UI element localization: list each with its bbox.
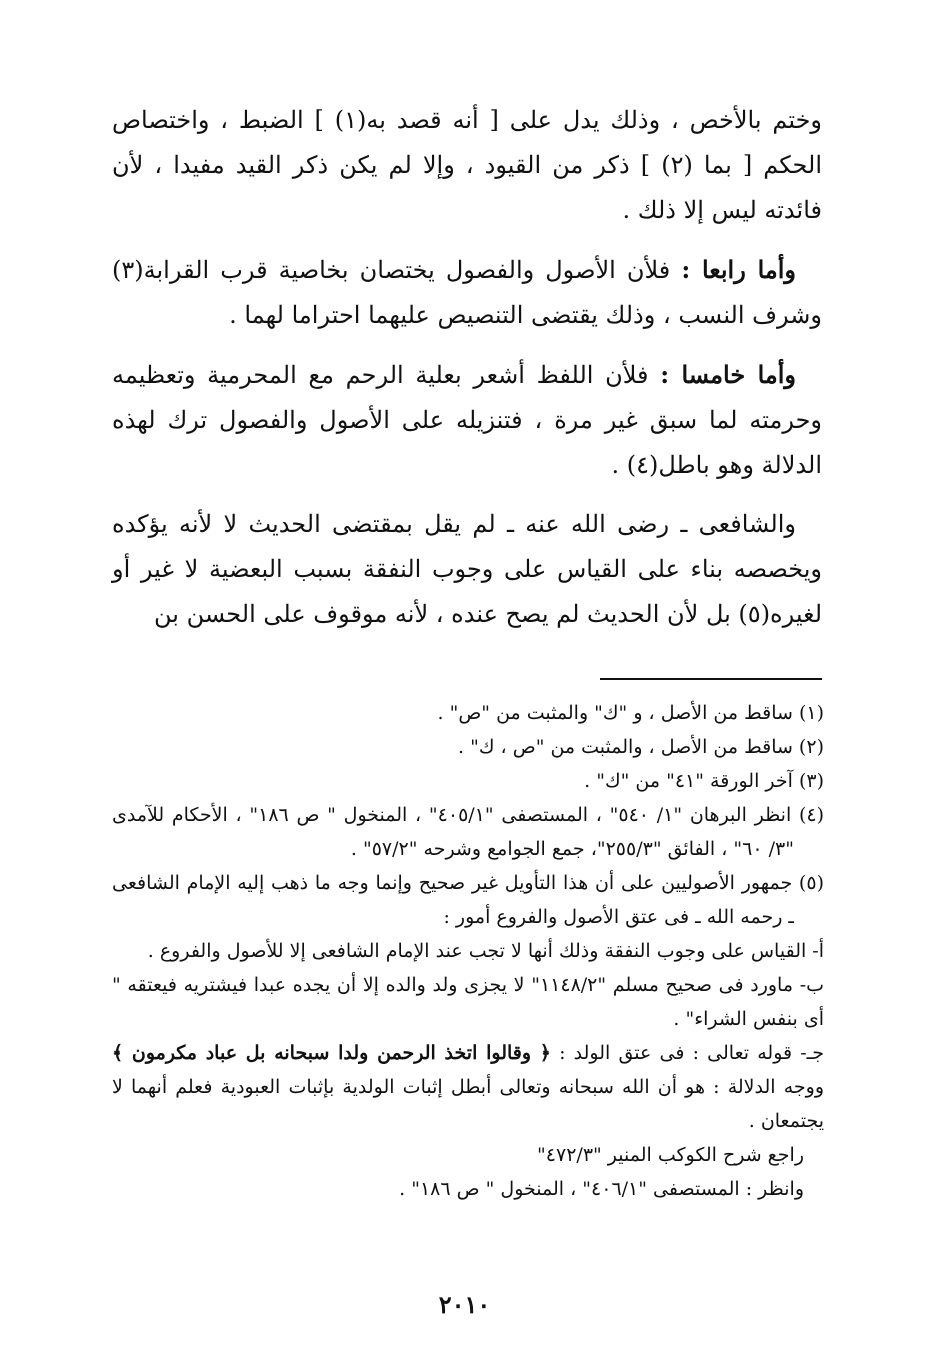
footnote-5-item-c-explanation: ووجه الدلالة : هو أن الله سبحانه وتعالى أبطل إثبات الولدية بإثبات العبودية فعلم أنهما لا يجتمعان . [112,1076,824,1132]
footnotes [112,696,824,1206]
paragraph-2-text: فلأن الأصول والفصول يختصان بخاصية قرب القرابة(٣) وشرف النسب ، وذلك يقتضى التنصيص عليهما احتراما لهما . [112,256,822,329]
main-text [112,98,822,651]
footnote-2: (٢) ساقط من الأصل ، والمثبت من "ص ، ك" . [458,736,824,758]
footnote-5: (٥) جمهور الأصوليين على أن هذا التأويل غير صحيح وإنما وجه ما ذهب إليه الإمام الشافعى ـ رحمه الله ـ فى عتق الأصول والفروع أمور : [112,872,824,928]
paragraph-4: والشافعى ـ رضى الله عنه ـ لم يقل بمقتضى الحديث لا لأنه يؤكده ويخصصه بناء على القياس على وجوب النفقة بسبب البعضية لا غير أو لغيره(٥) بل لأن الحديث لم يصح عنده ، لأنه موقوف على الحسن بن [112,510,822,628]
paragraph-3 [112,352,822,488]
page-number: ٢٠١٠ [438,1290,491,1319]
paragraph-1: وختم بالأخص ، وذلك يدل على [ أنه قصد به(١) ] الضبط ، واختصاص الحكم [ بما (٢) ] ذكر من القيود ، وإلا لم يكن ذكر القيد مفيدا ، لأن فائدته ليس إلا ذلك . [112,106,822,224]
footnote-5-item-c-intro: جـ- قوله تعالى : فى عتق الولد : [550,1042,824,1064]
paragraph-2-lead: وأما رابعا : [681,255,797,284]
footnote-5-reference-1: راجع شرح الكوكب المنير "٤٧٢/٣" [537,1144,804,1166]
paragraph-3-text: فلأن اللفظ أشعر بعلية الرحم مع المحرمية وتعظيمه وحرمته لما سبق غير مرة ، فتنزيله على الأصول والفصول ترك لهذه الدلالة وهو باطل(٤) . [112,361,822,479]
footnote-3: (٣) آخر الورقة "٤١" من "ك" . [584,770,824,792]
paragraph-2 [112,247,822,338]
quran-quote: ﴿ وقالوا اتخذ الرحمن ولدا سبحانه بل عباد مكرمون ﴾ [112,1042,551,1064]
footnote-5-reference-2: وانظر : المستصفى "٤٠٦/١" ، المنخول " ص ١٨٦" . [399,1178,804,1200]
footnote-5-item-c [112,1036,824,1138]
footnote-1: (١) ساقط من الأصل ، و "ك" والمثبت من "ص" . [437,702,824,724]
footnote-5-item-a: أ- القياس على وجوب النفقة وذلك أنها لا تجب عند الإمام الشافعى إلا للأصول والفروع . [147,940,824,962]
paragraph-3-lead: وأما خامسا : [660,360,796,389]
footnote-separator [600,678,822,680]
footnote-5-item-b: ب- ماورد فى صحيح مسلم "١١٤٨/٢" لا يجزى ولد والده إلا أن يجده عبدا فيشتريه فيعتقه " أى بنفس الشراء" . [112,974,824,1030]
footnote-4: (٤) انظر البرهان "١/ ٥٤٠" ، المستصفى "٤٠٥/١" ، المنخول " ص ١٨٦" ، الأحكام للآمدى "٣/ ٦٠" ، الفائق "٢٥٥/٣"، جمع الجوامع وشرحه "٥٧/٢" . [112,804,825,860]
